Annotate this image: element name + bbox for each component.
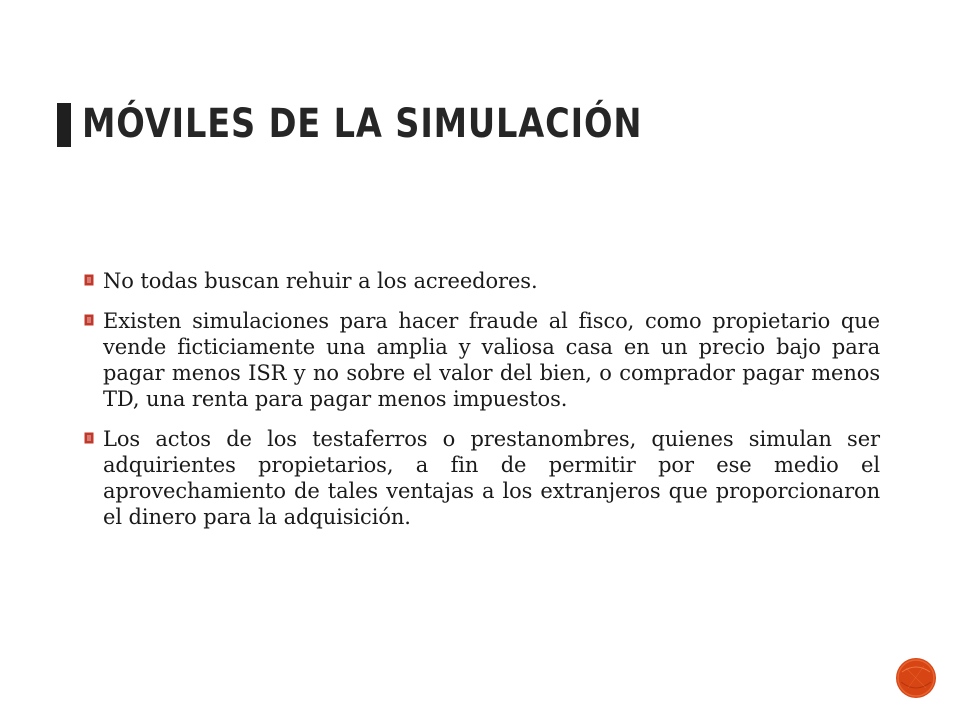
bullet-text: Existen simulaciones para hacer fraude al fisco, como propietario que vende ficticiamente una amplia y valiosa casa en un precio bajo para pagar menos ISR y no sobre el valor del bien, o comprador pagar menos TD, una renta para pagar menos impuestos. bbox=[103, 309, 880, 411]
bullet-list bbox=[84, 268, 880, 530]
bullet-text: No todas buscan rehuir a los acreedores. bbox=[103, 269, 538, 293]
bullet-item bbox=[84, 268, 880, 294]
bullet-item bbox=[84, 308, 880, 412]
square-bullet-icon bbox=[84, 313, 95, 328]
slide-title: MÓVILES DE LA SIMULACIÓN bbox=[82, 101, 643, 147]
bullet-item bbox=[84, 426, 880, 530]
square-bullet-icon bbox=[84, 431, 95, 446]
square-bullet-icon bbox=[84, 273, 95, 288]
bullet-text: Los actos de los testaferros o prestanombres, quienes simulan ser adquirientes propietarios, a fin de permitir por ese medio el aprovechamiento de tales ventajas a los extranjeros que proporcionaron el dinero para la adquisición. bbox=[103, 427, 880, 529]
title-accent-bar bbox=[57, 103, 71, 147]
orange-circle-logo-icon bbox=[894, 656, 938, 700]
